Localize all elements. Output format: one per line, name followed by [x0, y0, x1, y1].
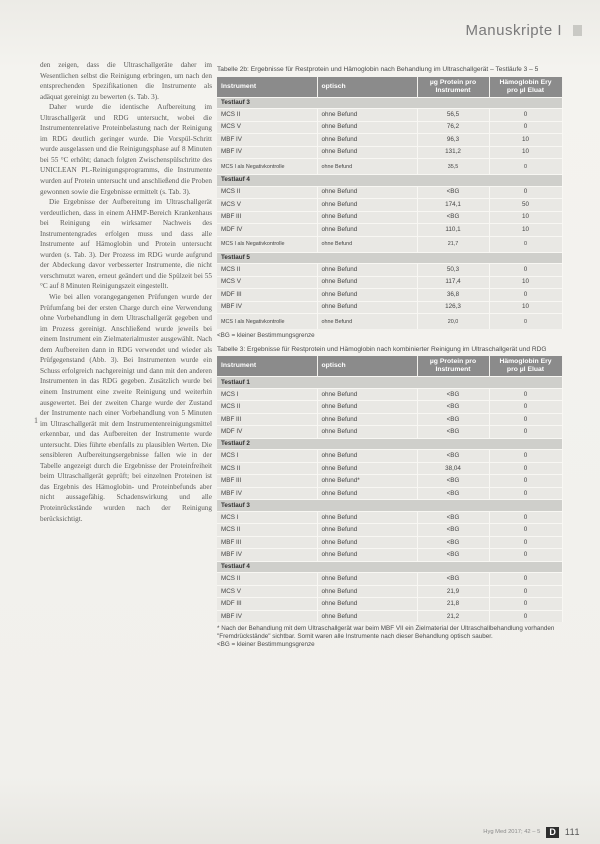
hemoglobin-cell: 10 — [489, 134, 562, 147]
protein-cell: 110,1 — [417, 224, 489, 237]
table-row — [217, 134, 562, 147]
protein-cell: <BG — [417, 524, 489, 537]
hemoglobin-cell: 0 — [489, 236, 562, 252]
table-row — [217, 585, 562, 598]
optical-cell: ohne Befund — [317, 134, 417, 147]
table2-footnote: <BG = kleiner Bestimmungsgrenze — [217, 332, 315, 340]
optical-cell: ohne Befund — [317, 585, 417, 598]
protein-cell: 21,9 — [417, 585, 489, 598]
instrument-cell: MCS V — [217, 121, 317, 134]
hemoglobin-cell: 0 — [489, 487, 562, 500]
optical-cell: ohne Befund — [317, 146, 417, 159]
instrument-cell: MDF III — [217, 289, 317, 302]
table-row — [217, 536, 562, 549]
table3-header-row — [217, 356, 562, 377]
instrument-cell: MCS V — [217, 199, 317, 212]
table-row — [217, 236, 562, 252]
instrument-cell: MDF III — [217, 598, 317, 611]
hemoglobin-cell: 0 — [489, 598, 562, 611]
protein-cell: 56,5 — [417, 109, 489, 122]
section-title: Testlauf 3 — [217, 500, 562, 512]
section-title: Testlauf 4 — [217, 175, 562, 187]
table-row — [217, 211, 562, 224]
protein-cell: 35,5 — [417, 159, 489, 175]
table-row — [217, 109, 562, 122]
margin-mark: 1 — [34, 416, 38, 425]
instrument-cell: MCS II — [217, 401, 317, 414]
table2-caption: Tabelle 2b: Ergebnisse für Restprotein und Hämoglobin nach Behandlung im Ultraschallgerät – Testläufe 3 – 5 — [217, 66, 539, 73]
testlauf-section-row — [217, 377, 562, 389]
protein-cell: <BG — [417, 487, 489, 500]
protein-cell: <BG — [417, 511, 489, 524]
optical-cell: ohne Befund — [317, 121, 417, 134]
section-title: Manuskripte I — [465, 22, 562, 39]
protein-cell: <BG — [417, 475, 489, 488]
column-header: µg Protein pro Instrument — [417, 77, 489, 98]
hemoglobin-cell: 10 — [489, 224, 562, 237]
table-row — [217, 450, 562, 463]
instrument-cell: MBF III — [217, 413, 317, 426]
optical-cell: ohne Befund — [317, 301, 417, 314]
instrument-cell: MCS I — [217, 450, 317, 463]
table-row — [217, 598, 562, 611]
optical-cell: ohne Befund* — [317, 475, 417, 488]
protein-cell: 36,8 — [417, 289, 489, 302]
table3-footnote: * Nach der Behandlung mit dem Ultraschallgerät war beim MBF VII ein Zielmaterial der Ultraschallbehandlung vorhanden "Fremdrückstände" sichtbar. Somit waren alle Instrumente nach dieser Behandlung optisch sauber. — [217, 625, 555, 640]
table-row — [217, 549, 562, 562]
optical-cell: ohne Befund — [317, 276, 417, 289]
hemoglobin-cell: 0 — [489, 450, 562, 463]
table3-footnote-bg: <BG = kleiner Bestimmungsgrenze — [217, 641, 315, 649]
protein-cell: <BG — [417, 536, 489, 549]
instrument-cell: MBF IV — [217, 146, 317, 159]
table2 — [217, 77, 563, 330]
instrument-cell: MCS I — [217, 511, 317, 524]
hemoglobin-cell: 0 — [489, 426, 562, 439]
table2-body — [217, 97, 562, 329]
table-row — [217, 276, 562, 289]
protein-cell: 21,8 — [417, 598, 489, 611]
optical-cell: ohne Befund — [317, 524, 417, 537]
protein-cell: 76,2 — [417, 121, 489, 134]
column-header: Hämoglobin Ery pro µl Eluat — [489, 77, 562, 98]
optical-cell: ohne Befund — [317, 413, 417, 426]
instrument-cell: MCS I — [217, 388, 317, 401]
hemoglobin-cell: 0 — [489, 388, 562, 401]
testlauf-section-row — [217, 175, 562, 187]
hemoglobin-cell: 0 — [489, 121, 562, 134]
optical-cell: ohne Befund — [317, 426, 417, 439]
instrument-cell: MDF IV — [217, 224, 317, 237]
table-row — [217, 401, 562, 414]
protein-cell: 21,2 — [417, 610, 489, 622]
column-header: optisch — [317, 77, 417, 98]
page-footer — [483, 826, 580, 838]
table2-header-row — [217, 77, 562, 98]
hemoglobin-cell: 10 — [489, 211, 562, 224]
hemoglobin-cell: 0 — [489, 264, 562, 277]
instrument-cell: MCS II — [217, 109, 317, 122]
journal-reference: Hyg Med 2017; 42 – 5 — [483, 829, 541, 835]
instrument-cell: MBF IV — [217, 610, 317, 622]
protein-cell: <BG — [417, 573, 489, 586]
hemoglobin-cell: 0 — [489, 511, 562, 524]
table-row — [217, 462, 562, 475]
optical-cell: ohne Befund — [317, 388, 417, 401]
body-paragraph: Wie bei allen vorangegangenen Prüfungen wurde der Prüfumfang bei der ersten Charge durch eine Verwendung ohne Vorbehandlung in dem Ultraschallgerät gegeben und im Prozess gereinigt. Anschließend wurde jeweils bei einem Instrument ein Zielmaterialmuster ausgewählt. Nach dem Aufbereiten dann in RDG verwendet und wieder als Prüfgegenstand (Abb. 3). Bei Instrumenten wurde ein Schuss erfolgreich nachgereinigt und dann mit den anderen Instrumenten in das RDG gegeben. Zusätzlich wurde bei einem Instrument eine zweite Reinigung und weiterhin ausgewertet. Bei der zweiten Charge wurde der Zustand der Instrumente nach einer Vorbehandlung von 5 Minuten im Ultraschallgerät mit dem Instrumentenreinigungsmittel erkennbar, und das Aufbereiten der Instrumente wurde untersucht. Dies führte ebenfalls zu plausiblen Werten. Die sensibleren Aufbereitungsergebnisse fallen wie in der Tabelle angezeigt durch die Ergebnisse der Proteinfreiheit beim Ultraschallgerät geprüft; bei einzelnen Proteinen ist das Ergebnis des Hämoglobin- und Proteinbefunds aber nicht aussagefähig. Schadenswirkung und alle Proteinrückstände wurden nach der Reinigung berücksichtigt. — [40, 293, 212, 523]
protein-cell: <BG — [417, 401, 489, 414]
hemoglobin-cell: 10 — [489, 301, 562, 314]
hemoglobin-cell: 0 — [489, 289, 562, 302]
table-row — [217, 289, 562, 302]
optical-cell: ohne Befund — [317, 186, 417, 199]
table-row — [217, 413, 562, 426]
protein-cell: 50,3 — [417, 264, 489, 277]
optical-cell: ohne Befund — [317, 199, 417, 212]
table-row — [217, 524, 562, 537]
testlauf-section-row — [217, 561, 562, 573]
optical-cell: ohne Befund — [317, 573, 417, 586]
table-row — [217, 475, 562, 488]
column-header: optisch — [317, 356, 417, 377]
optical-cell: ohne Befund — [317, 109, 417, 122]
optical-cell: ohne Befund — [317, 289, 417, 302]
hemoglobin-cell: 0 — [489, 573, 562, 586]
table3-body — [217, 377, 562, 623]
table-row — [217, 314, 562, 330]
table-row — [217, 610, 562, 622]
table-row — [217, 186, 562, 199]
optical-cell: ohne Befund — [317, 598, 417, 611]
testlauf-section-row — [217, 438, 562, 450]
table-row — [217, 573, 562, 586]
table3-caption: Tabelle 3: Ergebnisse für Restprotein und Hämoglobin nach kombinierter Reinigung im Ultraschallgerät und RDG — [217, 345, 547, 353]
table3 — [217, 356, 563, 622]
testlauf-section-row — [217, 97, 562, 109]
hemoglobin-cell: 10 — [489, 146, 562, 159]
optical-cell: ohne Befund — [317, 401, 417, 414]
table-row — [217, 301, 562, 314]
hemoglobin-cell: 0 — [489, 109, 562, 122]
table-row — [217, 159, 562, 175]
instrument-cell: MCS II — [217, 573, 317, 586]
protein-cell: <BG — [417, 388, 489, 401]
section-title: Testlauf 5 — [217, 252, 562, 264]
instrument-cell: MBF IV — [217, 301, 317, 314]
instrument-cell: MCS I als Negativkontrolle — [217, 236, 317, 252]
body-paragraph: Die Ergebnisse der Aufbereitung im Ultraschallgerät verdeutlichen, dass in einem AHMP-Bereich Krankenhaus bei Reinigung ein wirksamer Nachweis des Instrumentengrades erfolgen muss und dass alle Instrumente auf Hämoglobin und Protein untersucht wurden (s. Tab. 3). Der Prozess im RDG wurde aufgrund der Abdeckung davor verbesserter Instrumente, die nicht verschmutzt waren, erneut geändert und die Spülzeit bei 55 °C auf 8 Minuten Reinigungszeit eingestellt. — [40, 198, 212, 291]
hemoglobin-cell: 0 — [489, 314, 562, 330]
column-header: µg Protein pro Instrument — [417, 356, 489, 377]
optical-cell: ohne Befund — [317, 264, 417, 277]
optical-cell: ohne Befund — [317, 549, 417, 562]
hemoglobin-cell: 0 — [489, 524, 562, 537]
protein-cell: 126,3 — [417, 301, 489, 314]
column-header: Instrument — [217, 77, 317, 98]
protein-cell: <BG — [417, 211, 489, 224]
protein-cell: 96,3 — [417, 134, 489, 147]
hemoglobin-cell: 0 — [489, 401, 562, 414]
instrument-cell: MCS II — [217, 524, 317, 537]
column-header: Hämoglobin Ery pro µl Eluat — [489, 356, 562, 377]
instrument-cell: MCS II — [217, 462, 317, 475]
protein-cell: <BG — [417, 413, 489, 426]
hemoglobin-cell: 0 — [489, 413, 562, 426]
page-tab-marker — [573, 25, 582, 36]
protein-cell: 117,4 — [417, 276, 489, 289]
instrument-cell: MCS I als Negativkontrolle — [217, 159, 317, 175]
instrument-cell: MBF IV — [217, 487, 317, 500]
hemoglobin-cell: 0 — [489, 585, 562, 598]
hemoglobin-cell: 0 — [489, 536, 562, 549]
hemoglobin-cell: 50 — [489, 199, 562, 212]
hemoglobin-cell: 0 — [489, 186, 562, 199]
journal-section-badge: D — [546, 827, 559, 838]
instrument-cell: MBF IV — [217, 134, 317, 147]
instrument-cell: MCS II — [217, 186, 317, 199]
table-row — [217, 264, 562, 277]
tables-column — [217, 66, 562, 649]
optical-cell: ohne Befund — [317, 462, 417, 475]
section-title: Testlauf 1 — [217, 377, 562, 389]
section-title: Testlauf 2 — [217, 438, 562, 450]
protein-cell: <BG — [417, 186, 489, 199]
optical-cell: ohne Befund — [317, 314, 417, 330]
table-row — [217, 426, 562, 439]
instrument-cell: MDF IV — [217, 426, 317, 439]
optical-cell: ohne Befund — [317, 487, 417, 500]
section-title: Testlauf 3 — [217, 97, 562, 109]
optical-cell: ohne Befund — [317, 224, 417, 237]
protein-cell: 38,04 — [417, 462, 489, 475]
hemoglobin-cell: 0 — [489, 159, 562, 175]
body-paragraph: den zeigen, dass die Ultraschallgeräte daher im Wesentlichen selbst die Reinigung erbringen, um nach den entsprechenden Spezifikationen die Instrumente als adäquat gereinigt zu bewerten (s. Tab. 3). — [40, 61, 212, 101]
table-row — [217, 511, 562, 524]
hemoglobin-cell: 0 — [489, 549, 562, 562]
column-header: Instrument — [217, 356, 317, 377]
table-row — [217, 146, 562, 159]
testlauf-section-row — [217, 252, 562, 264]
table-row — [217, 388, 562, 401]
optical-cell: ohne Befund — [317, 536, 417, 549]
protein-cell: <BG — [417, 426, 489, 439]
hemoglobin-cell: 0 — [489, 610, 562, 622]
instrument-cell: MCS II — [217, 264, 317, 277]
table-row — [217, 121, 562, 134]
protein-cell: 174,1 — [417, 199, 489, 212]
optical-cell: ohne Befund — [317, 236, 417, 252]
protein-cell: 20,0 — [417, 314, 489, 330]
body-paragraph: Daher wurde die identische Aufbereitung im Ultraschallgerät und RDG untersucht, wobei die Instrumentenrelative Proteinbelastung nach der Reinigung im RDG deutlich geringer wurde. Die Vorspül-Schritt wurde ausgelassen und die Reinigungsphase auf 8 Minuten bei 55 °C erhöht; danach folgten Zwischenspülschritte des UNICLEAN PL-Reinigungsprogramms, die Instrumente wurden auf Protein untersucht und anschließend die Proben gewonnen sowie die Ergebnisse ermittelt (s. Tab. 3). — [40, 103, 212, 196]
instrument-cell: MCS I als Negativkontrolle — [217, 314, 317, 330]
instrument-cell: MBF III — [217, 536, 317, 549]
table-row — [217, 224, 562, 237]
optical-cell: ohne Befund — [317, 159, 417, 175]
protein-cell: 131,2 — [417, 146, 489, 159]
table-row — [217, 487, 562, 500]
article-body-column — [40, 60, 212, 836]
hemoglobin-cell: 0 — [489, 475, 562, 488]
section-title: Testlauf 4 — [217, 561, 562, 573]
optical-cell: ohne Befund — [317, 211, 417, 224]
testlauf-section-row — [217, 500, 562, 512]
hemoglobin-cell: 10 — [489, 276, 562, 289]
optical-cell: ohne Befund — [317, 511, 417, 524]
page-number: 111 — [564, 827, 580, 837]
instrument-cell: MBF III — [217, 475, 317, 488]
hemoglobin-cell: 0 — [489, 462, 562, 475]
optical-cell: ohne Befund — [317, 610, 417, 622]
protein-cell: <BG — [417, 549, 489, 562]
instrument-cell: MBF IV — [217, 549, 317, 562]
protein-cell: 21,7 — [417, 236, 489, 252]
optical-cell: ohne Befund — [317, 450, 417, 463]
instrument-cell: MCS V — [217, 585, 317, 598]
instrument-cell: MCS V — [217, 276, 317, 289]
protein-cell: <BG — [417, 450, 489, 463]
table-row — [217, 199, 562, 212]
instrument-cell: MBF III — [217, 211, 317, 224]
